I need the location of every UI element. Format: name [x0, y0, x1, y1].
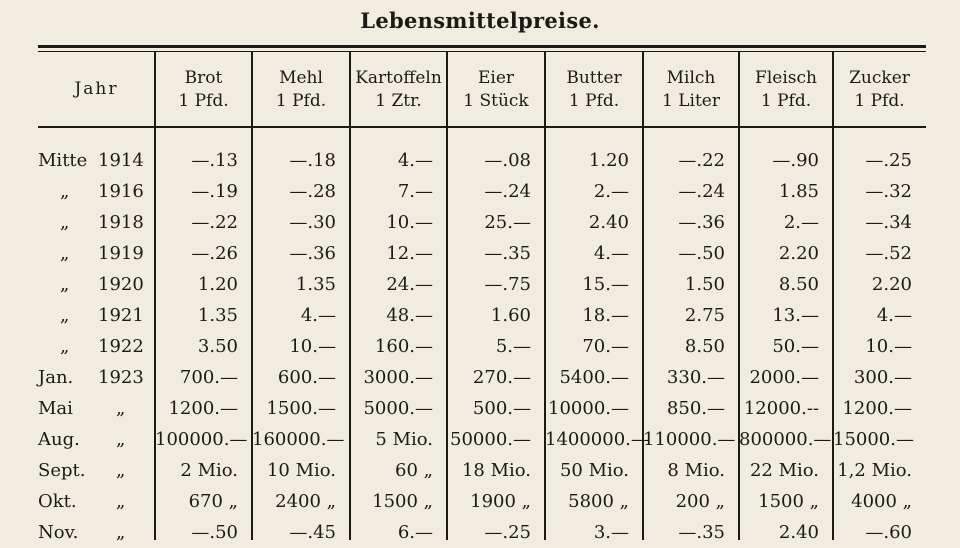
column-header-unit: 1 Pfd.	[178, 90, 229, 111]
price-cell: —.36	[678, 212, 725, 233]
price-cell: 670 „	[188, 491, 238, 512]
price-cell: 2.40	[588, 212, 629, 233]
table-row	[0, 393, 960, 424]
row-year: „	[116, 429, 126, 450]
price-cell: 1.85	[778, 181, 819, 202]
price-cell: —.26	[191, 243, 238, 264]
column-header-name: Eier	[477, 67, 515, 88]
price-cell: 22 Mio.	[749, 460, 819, 481]
column-header-name: Jahr	[74, 79, 119, 99]
price-cell: 160000.—	[252, 429, 345, 450]
price-cell: 50 Mio.	[559, 460, 629, 481]
column-header-unit: 1 Liter	[662, 90, 720, 111]
column-header-unit: 1 Ztr.	[375, 90, 422, 111]
row-period-label: Nov.	[38, 522, 79, 543]
row-period-label: Jan.	[38, 367, 74, 388]
price-cell: 160.—	[374, 336, 433, 357]
price-cell: 2.75	[684, 305, 725, 326]
row-period-label: „	[60, 274, 70, 295]
price-cell: 4.—	[593, 243, 629, 264]
price-cell: 1500 „	[758, 491, 819, 512]
table-top-rule	[38, 45, 926, 48]
price-cell: 270.—	[472, 367, 531, 388]
price-cell: 330.—	[666, 367, 725, 388]
price-cell: 3.—	[593, 522, 629, 543]
price-cell: 3.50	[197, 336, 238, 357]
column-header-unit: 1 Stück	[463, 90, 529, 111]
price-cell: —.19	[191, 181, 238, 202]
price-cell: —.50	[678, 243, 725, 264]
column-header	[643, 52, 739, 127]
row-year: 1919	[98, 243, 144, 264]
price-cell: 15000.—	[833, 429, 914, 450]
row-period-label: Mitte	[38, 150, 88, 171]
column-header	[739, 52, 833, 127]
table-row	[0, 331, 960, 362]
price-cell: —.08	[484, 150, 531, 171]
column-header	[252, 52, 350, 127]
table-row	[0, 269, 960, 300]
price-cell: 4000 „	[851, 491, 912, 512]
table-row	[0, 207, 960, 238]
price-cell: —.18	[289, 150, 336, 171]
price-cell: 2.20	[871, 274, 912, 295]
table-row	[0, 238, 960, 269]
row-year: 1920	[98, 274, 144, 295]
table-row	[0, 176, 960, 207]
price-cell: 4.—	[876, 305, 912, 326]
row-period-label: „	[60, 336, 70, 357]
price-cell: 2.20	[778, 243, 819, 264]
price-cell: —.25	[865, 150, 912, 171]
price-cell: —.34	[865, 212, 912, 233]
table-row	[0, 424, 960, 455]
price-cell: 15.—	[582, 274, 629, 295]
row-year: „	[116, 491, 126, 512]
column-header-unit: 1 Pfd.	[275, 90, 327, 111]
column-header-name: Fleisch	[755, 67, 817, 88]
price-cell: 1200.—	[842, 398, 912, 419]
price-cell: 2 Mio.	[180, 460, 238, 481]
table-row	[0, 517, 960, 548]
price-cell: 2000.—	[749, 367, 819, 388]
column-header	[545, 52, 643, 127]
price-cell: 2.40	[778, 522, 819, 543]
price-cell: —.52	[865, 243, 912, 264]
price-cell: 1.35	[197, 305, 238, 326]
price-cell: 10.—	[289, 336, 336, 357]
price-cell: —.36	[289, 243, 336, 264]
price-cell: 1.35	[295, 274, 336, 295]
price-cell: 1900 „	[470, 491, 531, 512]
price-cell: 4.—	[397, 150, 433, 171]
price-cell: 5800 „	[568, 491, 629, 512]
price-cell: 48.—	[386, 305, 433, 326]
price-cell: 300.—	[853, 367, 912, 388]
row-year: „	[116, 522, 126, 543]
price-cell: —.45	[289, 522, 336, 543]
column-header	[447, 52, 545, 127]
price-cell: —.28	[289, 181, 336, 202]
price-cell: 2400 „	[275, 491, 336, 512]
price-cell: 100000.—	[155, 429, 248, 450]
price-cell: —.35	[678, 522, 725, 543]
price-cell: 7.—	[397, 181, 433, 202]
price-cell: —.13	[191, 150, 238, 171]
price-cell: —.22	[678, 150, 725, 171]
row-period-label: „	[60, 305, 70, 326]
price-cell: —.32	[865, 181, 912, 202]
price-cell: 850.—	[666, 398, 725, 419]
price-cell: 50.—	[772, 336, 819, 357]
row-period-label: Sept.	[38, 460, 86, 481]
price-cell: 5000.—	[363, 398, 433, 419]
price-cell: 12.—	[386, 243, 433, 264]
column-header-unit: 1 Pfd.	[568, 90, 620, 111]
price-cell: 12000.--	[743, 398, 819, 419]
row-year: 1918	[98, 212, 144, 233]
row-year: 1922	[98, 336, 144, 357]
table-row	[0, 486, 960, 517]
row-year: „	[116, 460, 126, 481]
column-header	[833, 52, 926, 127]
price-cell: 18.—	[582, 305, 629, 326]
price-cell: 1,2 Mio.	[837, 460, 912, 481]
price-cell: 500.—	[472, 398, 531, 419]
price-cell: 60 „	[395, 460, 433, 481]
table-row	[0, 145, 960, 176]
row-period-label: „	[60, 243, 70, 264]
column-header-unit: 1 Pfd.	[760, 90, 812, 111]
row-period-label: Aug.	[38, 429, 80, 450]
price-cell: 5400.—	[559, 367, 629, 388]
price-cell: —.25	[484, 522, 531, 543]
row-year: 1916	[98, 181, 144, 202]
column-header	[38, 52, 155, 127]
price-cell: 8.50	[778, 274, 819, 295]
price-cell: —.75	[484, 274, 531, 295]
table-row	[0, 362, 960, 393]
price-cell: 110000.—	[643, 429, 736, 450]
price-cell: —.24	[484, 181, 531, 202]
row-period-label: „	[60, 181, 70, 202]
price-cell: 18 Mio.	[461, 460, 531, 481]
price-cell: 200 „	[675, 491, 725, 512]
price-cell: 5.—	[495, 336, 531, 357]
price-cell: 2.—	[593, 181, 629, 202]
table-row	[0, 455, 960, 486]
price-cell: 800000.—	[739, 429, 832, 450]
price-cell: —.50	[191, 522, 238, 543]
row-period-label: „	[60, 212, 70, 233]
price-cell: 25.—	[484, 212, 531, 233]
price-cell: 1400000.—	[545, 429, 649, 450]
price-cell: —.60	[865, 522, 912, 543]
column-header-name: Brot	[184, 67, 223, 88]
price-cell: 10.—	[386, 212, 433, 233]
price-cell: 10.—	[865, 336, 912, 357]
price-cell: —.24	[678, 181, 725, 202]
row-year: 1923	[98, 367, 144, 388]
price-cell: 3000.—	[363, 367, 433, 388]
price-cell: 4.—	[300, 305, 336, 326]
price-cell: 700.—	[179, 367, 238, 388]
price-cell: 13.—	[772, 305, 819, 326]
row-period-label: Mai	[38, 398, 73, 419]
column-header-name: Butter	[566, 67, 622, 88]
price-cell: —.90	[772, 150, 819, 171]
column-header	[350, 52, 447, 127]
column-header	[155, 52, 252, 127]
price-cell: 1.20	[588, 150, 629, 171]
price-cell: 6.—	[397, 522, 433, 543]
price-cell: 24.—	[386, 274, 433, 295]
row-year: 1921	[98, 305, 144, 326]
price-cell: 1200.—	[168, 398, 238, 419]
price-cell: —.35	[484, 243, 531, 264]
price-cell: 1.60	[490, 305, 531, 326]
price-cell: 70.—	[582, 336, 629, 357]
price-cell: 1.50	[684, 274, 725, 295]
price-cell: 10 Mio.	[266, 460, 336, 481]
price-cell: —.22	[191, 212, 238, 233]
page-title: Lebensmittelpreise.	[360, 8, 600, 33]
column-header-name: Milch	[666, 67, 716, 88]
price-cell: 2.—	[783, 212, 819, 233]
table-row	[0, 300, 960, 331]
column-header-name: Mehl	[279, 67, 323, 88]
column-header-name: Kartoffeln	[355, 67, 442, 88]
price-cell: 8.50	[684, 336, 725, 357]
column-header-unit: 1 Pfd.	[854, 90, 905, 111]
price-cell: 10000.—	[548, 398, 629, 419]
column-header-name: Zucker	[849, 67, 910, 88]
row-period-label: Okt.	[38, 491, 77, 512]
row-year: „	[116, 398, 126, 419]
price-cell: 5 Mio.	[375, 429, 433, 450]
row-year: 1914	[98, 150, 144, 171]
price-cell: 600.—	[277, 367, 336, 388]
price-cell: 8 Mio.	[667, 460, 725, 481]
price-cell: —.30	[289, 212, 336, 233]
price-cell: 1500.—	[266, 398, 336, 419]
price-cell: 50000.—	[450, 429, 531, 450]
price-cell: 1500 „	[372, 491, 433, 512]
price-cell: 1.20	[197, 274, 238, 295]
